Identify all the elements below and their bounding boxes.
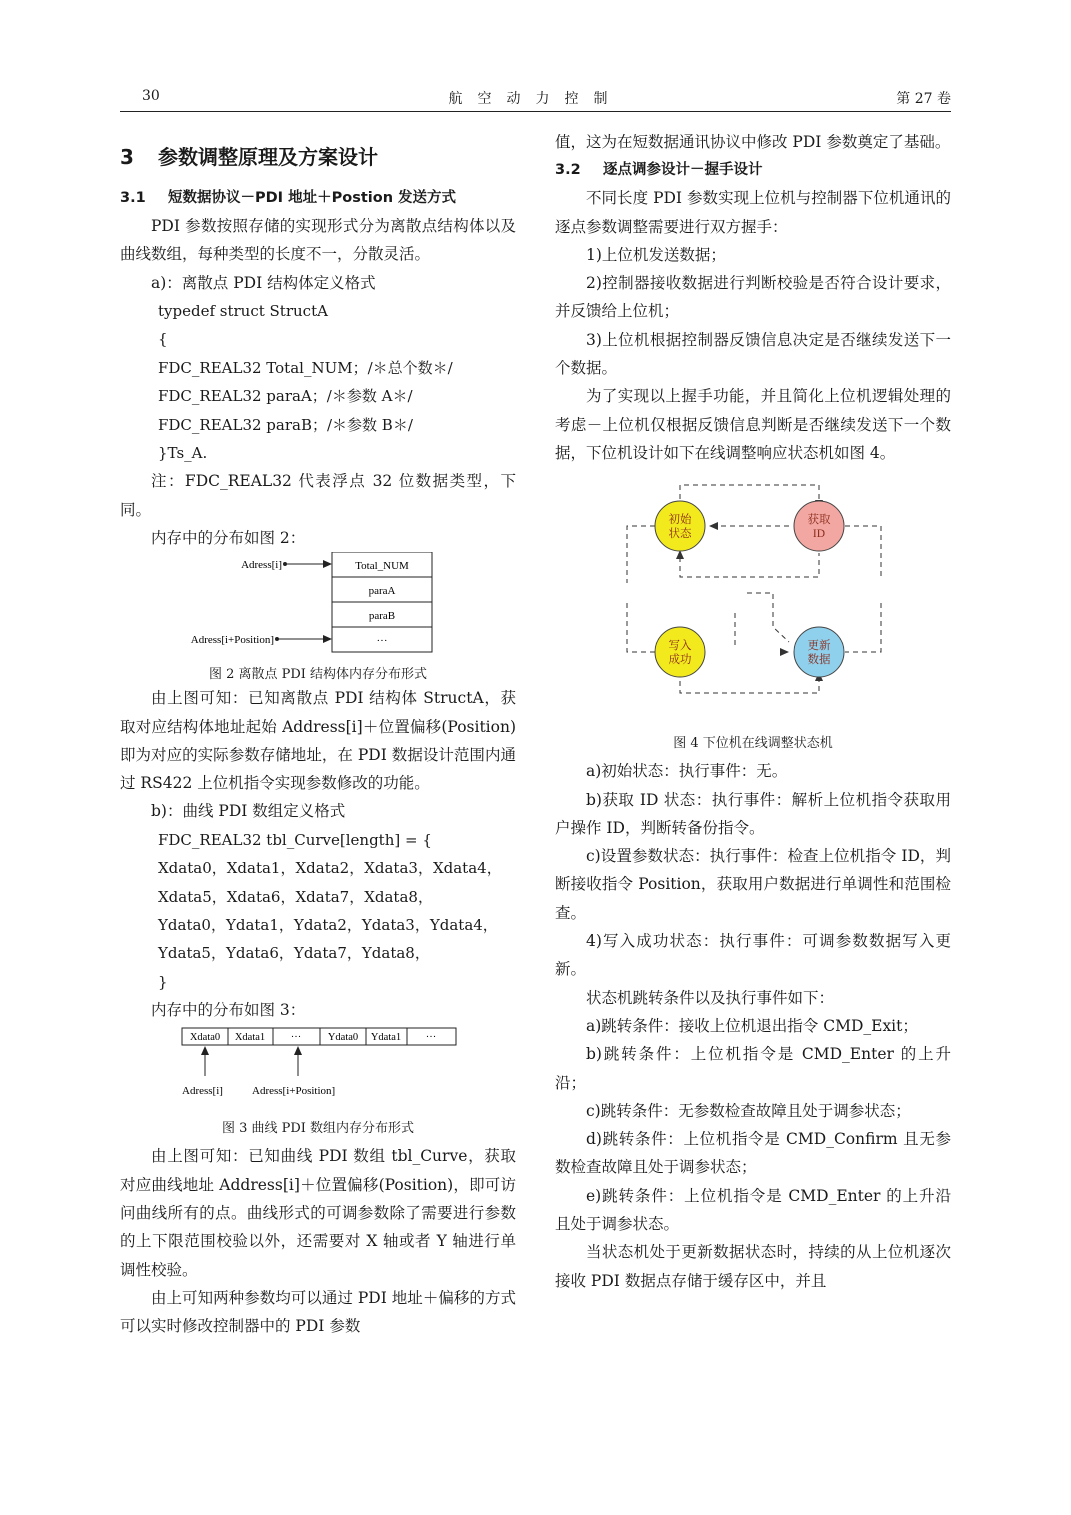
paragraph: a)：离散点 PDI 结构体定义格式: [151, 273, 376, 292]
state-label: ID: [812, 528, 826, 541]
memory-cell: ···: [376, 635, 388, 648]
journal-title: 航空动力控制: [448, 91, 623, 107]
code-line: FDC_REAL32 tbl_Curve[length] = {: [158, 830, 432, 849]
subsection-title: 逐点调参设计－握手设计: [603, 162, 763, 179]
header-rule: [120, 111, 951, 112]
code-line: Xdata0，Xdata1，Xdata2，Xdata3，Xdata4，: [158, 859, 502, 878]
left-column: [120, 128, 516, 1341]
paragraph: 内存中的分布如图 2：: [151, 528, 306, 547]
code-line: typedef struct StructA: [158, 301, 328, 320]
adress-offset-label: Adress[i+Position]: [190, 634, 274, 647]
pointer-dot: [283, 562, 287, 566]
page-number: 30: [142, 88, 160, 104]
arrow-head: [323, 635, 332, 643]
list-item: 1)上位机发送数据；: [586, 245, 726, 264]
code-line: {: [158, 330, 168, 349]
state-label: 数据: [807, 654, 831, 667]
array-offset-label: Adress[i+Position]: [252, 1085, 336, 1098]
paragraph: 为了实现以上握手功能，并且简化上位机逻辑处理的考虑－上位机仅根据反馈信息判断是否继续发送下一个数据，下位机设计如下在线调整响应状态机如图 4。: [555, 387, 951, 462]
adress-start-label: Adress[i]: [241, 559, 282, 572]
figure-2-diagram: [120, 552, 516, 656]
state-label: 成功: [668, 654, 692, 667]
state-label: 获取: [807, 514, 831, 527]
state-initial: [655, 501, 705, 551]
figure-4-diagram: [555, 467, 951, 717]
figure-4: [555, 467, 951, 757]
code-line: FDC_REAL32 paraA；/＊参数 A＊/: [158, 387, 413, 406]
state-label: 更新: [807, 640, 831, 653]
code-line: Ydata0，Ydata1，Ydata2，Ydata3，Ydata4，: [158, 915, 498, 934]
state-get-id: [794, 501, 844, 551]
figure-4-caption: 图 4 下位机在线调整状态机: [673, 736, 833, 752]
state-update-data: [794, 627, 844, 677]
state-description: a)初始状态：执行事件：无。: [586, 762, 788, 781]
subsection-title: 短数据协议－PDI 地址＋Postion 发送方式: [168, 190, 457, 206]
figure-3-diagram: [120, 1024, 516, 1100]
paragraph: 由上图可知：已知离散点 PDI 结构体 StructA，获取对应结构体地址起始 Address[i]＋位置偏移(Position)即为对应的实际参数存储地址，在 PDI 数据设计范围内通过 RS422 上位机指令实现参数修改的功能。: [120, 689, 516, 793]
state-label: 初始: [668, 514, 692, 527]
transition-edge: [627, 603, 655, 652]
transition-edge: [747, 593, 789, 642]
code-block-curve: [120, 826, 516, 996]
state-description: c)设置参数状态：执行事件：检查上位机指令 ID，判断接收指令 Position，获取用户数据进行单调性和范围检查。: [555, 847, 951, 922]
code-line: Xdata5，Xdata6，Xdata7，Xdata8，: [158, 887, 433, 906]
paragraph: 由上可知两种参数均可以通过 PDI 地址＋偏移的方式可以实时修改控制器中的 PDI 参数: [120, 1288, 516, 1336]
paragraph: 状态机跳转条件以及执行事件如下：: [586, 988, 835, 1007]
arrow-head: [294, 1046, 302, 1055]
code-line: }: [158, 972, 168, 991]
memory-cell: paraB: [368, 610, 396, 623]
list-item: 3)上位机根据控制器反馈信息决定是否继续发送下一个数据。: [555, 330, 951, 378]
subsection-heading: [555, 156, 951, 184]
state-description: b)获取 ID 状态：执行事件：解析上位机指令获取用户操作 ID，判断转备份指令。: [555, 790, 951, 837]
array-cell: Xdata1: [234, 1032, 266, 1044]
array-cell: ···: [425, 1032, 437, 1044]
array-cell: Xdata0: [189, 1032, 221, 1044]
arrow-head: [201, 1046, 209, 1055]
transition-edge: [845, 526, 881, 577]
arrow-head: [709, 522, 718, 530]
array-start-label: Adress[i]: [182, 1085, 223, 1098]
transition-edge: [680, 485, 819, 501]
right-column: [555, 128, 951, 1295]
section-heading: [120, 136, 516, 178]
section-title: 参数调整原理及方案设计: [158, 145, 378, 169]
paragraph: 不同长度 PDI 参数实现上位机与控制器下位机通讯的逐点参数调整需要进行双方握手：: [555, 189, 951, 236]
paragraph: 值，这为在短数据通讯协议中修改 PDI 参数奠定了基础。: [555, 133, 951, 151]
section-number: 3: [120, 145, 134, 169]
state-description: 4)写入成功状态：执行事件：可调参数数据写入更新。: [555, 932, 951, 979]
note-paragraph: 注：FDC_REAL32 代表浮点 32 位数据类型，下同。: [120, 472, 516, 519]
array-cell: ···: [290, 1032, 302, 1044]
memory-cell: paraA: [368, 585, 396, 598]
figure-3-caption: 图 3 曲线 PDI 数组内存分布形式: [221, 1121, 415, 1137]
code-line: }Ts_A.: [158, 443, 208, 462]
paragraph: 当状态机处于更新数据状态时，持续的从上位机逐次接收 PDI 数据点存储于缓存区中，并且: [555, 1243, 951, 1290]
state-write-success: [655, 627, 705, 677]
paragraph: 由上图可知：已知曲线 PDI 数组 tbl_Curve，获取对应曲线地址 Address[i]＋位置偏移(Position)，即可访问曲线所有的点。曲线形式的可调参数除了需要进行参数的上下限范围校验以外，还需要对 X 轴或者 Y 轴进行单调性校验。: [120, 1147, 516, 1279]
transition-condition: a)跳转条件：接收上位机退出指令 CMD_Exit；: [586, 1016, 918, 1035]
transition-edge: [680, 553, 819, 577]
paragraph: b)：曲线 PDI 数组定义格式: [151, 802, 346, 821]
transition-edge: [627, 526, 655, 583]
transition-condition: e)跳转条件：上位机指令是 CMD_Enter 的上升沿且处于调参状态。: [555, 1186, 951, 1234]
state-label: 写入: [668, 640, 692, 653]
paragraph: 内存中的分布如图 3：: [151, 1001, 306, 1020]
pointer-dot: [275, 637, 279, 641]
array-cell: Ydata0: [327, 1032, 359, 1044]
code-block-struct: [120, 297, 516, 467]
transition-condition: d)跳转条件：上位机指令是 CMD_Confirm 且无参数检查故障且处于调参状态；: [555, 1130, 951, 1177]
figure-2: [120, 552, 516, 684]
paragraph: PDI 参数按照存储的实现形式分为离散点结构体以及曲线数组，每种类型的长度不一，分散灵活。: [120, 217, 516, 264]
code-line: Ydata5，Ydata6，Ydata7，Ydata8，: [158, 944, 430, 963]
transition-condition: c)跳转条件：无参数检查故障且处于调参状态；: [586, 1101, 911, 1120]
array-block: [182, 1028, 456, 1045]
list-item: 2)控制器接收数据进行判断校验是否符合设计要求，并反馈给上位机；: [555, 274, 951, 321]
arrow-head: [323, 560, 332, 568]
code-line: FDC_REAL32 Total_NUM；/＊总个数＊/: [158, 358, 453, 377]
transition-edge: [680, 679, 819, 693]
subsection-number: 3.1: [120, 190, 146, 206]
transition-condition: b)跳转条件：上位机指令是 CMD_Enter 的上升沿；: [555, 1045, 951, 1092]
array-cell: Ydata1: [370, 1032, 402, 1044]
subsection-heading: [120, 184, 516, 212]
transition-edge: [845, 603, 881, 652]
figure-3: [120, 1024, 516, 1142]
running-header: [120, 88, 951, 110]
subsection-number: 3.2: [555, 162, 581, 179]
arrow-head: [780, 648, 789, 656]
figure-2-caption: 图 2 离散点 PDI 结构体内存分布形式: [208, 667, 428, 683]
volume-label: 第 27 卷: [896, 91, 951, 107]
code-line: FDC_REAL32 paraB；/＊参数 B＊/: [158, 415, 413, 434]
memory-cell: Total_NUM: [355, 560, 409, 573]
state-label: 状态: [668, 528, 692, 541]
